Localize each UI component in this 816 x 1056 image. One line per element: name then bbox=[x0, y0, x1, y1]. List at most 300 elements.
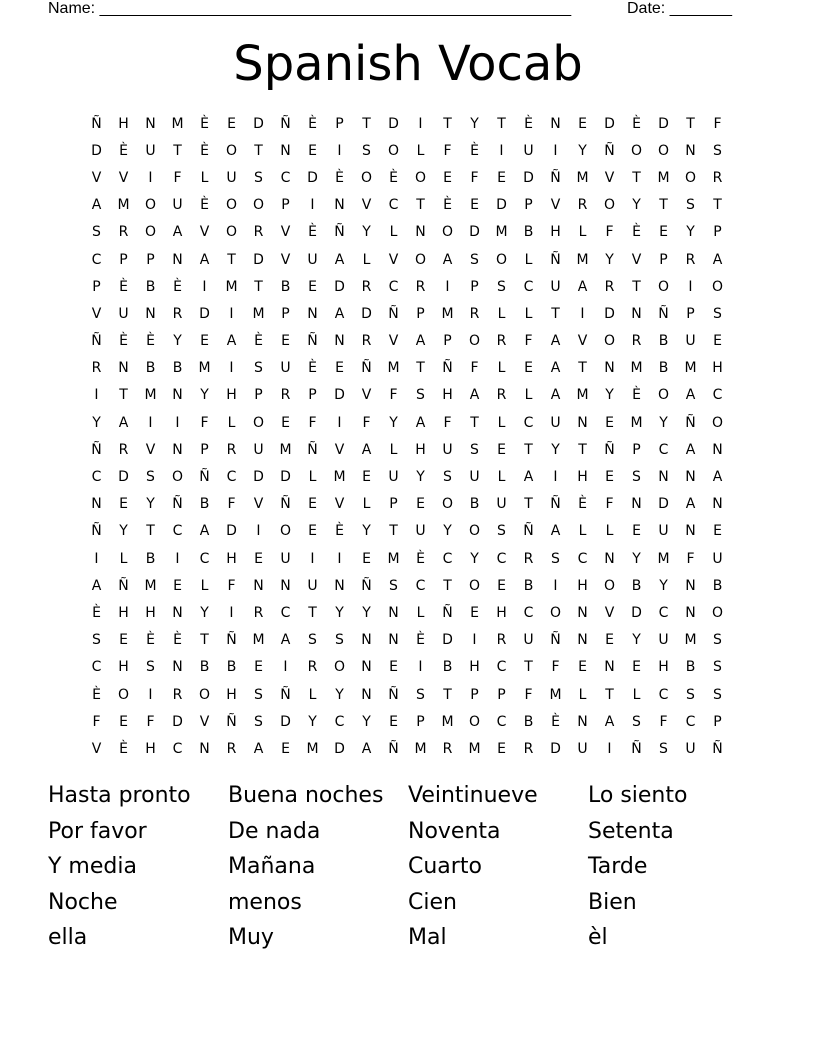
grid-letter: I bbox=[256, 523, 261, 540]
grid-letter: H bbox=[118, 659, 129, 676]
grid-letter: Ñ bbox=[307, 333, 318, 350]
grid-letter: H bbox=[118, 115, 129, 132]
grid-letter: F bbox=[227, 496, 236, 513]
grid-letter: R bbox=[496, 333, 507, 350]
grid-letter: S bbox=[713, 659, 722, 676]
grid-letter: Y bbox=[632, 632, 641, 649]
grid-letter: O bbox=[333, 659, 346, 676]
grid-letter: F bbox=[308, 414, 317, 431]
grid-letter: U bbox=[307, 577, 318, 594]
grid-letter: A bbox=[685, 387, 696, 404]
grid-row bbox=[83, 545, 733, 572]
grid-letter: O bbox=[657, 142, 670, 159]
grid-letter: A bbox=[361, 441, 372, 458]
grid-letter: F bbox=[605, 224, 614, 241]
grid-letter: B bbox=[145, 278, 156, 295]
grid-letter: A bbox=[550, 333, 561, 350]
grid-letter: Ñ bbox=[442, 360, 453, 377]
grid-letter: O bbox=[252, 414, 265, 431]
grid-letter: T bbox=[146, 523, 155, 540]
grid-letter: E bbox=[470, 604, 479, 621]
grid-letter: N bbox=[280, 577, 291, 594]
grid-letter: O bbox=[252, 197, 265, 214]
grid-letter: O bbox=[468, 333, 481, 350]
grid-letter: Ñ bbox=[91, 441, 102, 458]
grid-letter: C bbox=[172, 523, 183, 540]
grid-letter: È bbox=[146, 632, 155, 649]
grid-letter: M bbox=[306, 740, 319, 757]
grid-letter: H bbox=[145, 604, 156, 621]
grid-letter: S bbox=[686, 197, 695, 214]
word-bank-item: Muy bbox=[228, 925, 274, 950]
grid-letter: N bbox=[253, 577, 264, 594]
grid-letter: L bbox=[389, 224, 398, 241]
grid-letter: O bbox=[414, 169, 427, 186]
grid-letter: H bbox=[442, 387, 453, 404]
grid-letter: M bbox=[684, 632, 697, 649]
grid-letter: H bbox=[118, 604, 129, 621]
grid-letter: F bbox=[686, 550, 695, 567]
grid-letter: B bbox=[523, 224, 534, 241]
grid-letter: V bbox=[91, 740, 102, 757]
grid-letter: S bbox=[389, 577, 398, 594]
grid-letter: N bbox=[172, 441, 183, 458]
grid-letter: T bbox=[632, 169, 641, 186]
grid-letter: È bbox=[470, 142, 479, 159]
grid-letter: Y bbox=[362, 224, 371, 241]
grid-letter: D bbox=[442, 632, 453, 649]
header-line bbox=[48, 0, 748, 20]
grid-letter: N bbox=[685, 577, 696, 594]
grid-letter: T bbox=[524, 441, 533, 458]
grid-letter: S bbox=[146, 659, 155, 676]
grid-letter: E bbox=[578, 115, 587, 132]
grid-letter: O bbox=[468, 523, 481, 540]
word-bank-item: Setenta bbox=[588, 818, 674, 844]
grid-letter: S bbox=[497, 278, 506, 295]
grid-letter: L bbox=[497, 360, 506, 377]
grid-letter: N bbox=[280, 142, 291, 159]
grid-letter: I bbox=[148, 414, 153, 431]
grid-letter: T bbox=[632, 278, 641, 295]
grid-letter: E bbox=[497, 169, 506, 186]
grid-letter: E bbox=[281, 333, 290, 350]
grid-letter: Ñ bbox=[523, 523, 534, 540]
grid-letter: A bbox=[361, 740, 372, 757]
grid-letter: Y bbox=[470, 550, 479, 567]
grid-letter: S bbox=[686, 686, 695, 703]
grid-letter: T bbox=[470, 414, 479, 431]
grid-letter: E bbox=[497, 740, 506, 757]
grid-row bbox=[83, 219, 733, 246]
grid-letter: O bbox=[225, 142, 238, 159]
grid-letter: L bbox=[497, 469, 506, 486]
grid-letter: È bbox=[443, 197, 452, 214]
grid-letter: B bbox=[226, 659, 237, 676]
grid-letter: V bbox=[631, 251, 642, 268]
grid-letter: T bbox=[443, 686, 452, 703]
grid-row bbox=[83, 599, 733, 626]
grid-letter: I bbox=[418, 115, 423, 132]
grid-letter: È bbox=[119, 333, 128, 350]
grid-letter: O bbox=[441, 496, 454, 513]
grid-letter: O bbox=[414, 251, 427, 268]
grid-letter: L bbox=[632, 686, 641, 703]
grid-letter: V bbox=[361, 197, 372, 214]
grid-letter: U bbox=[469, 469, 480, 486]
grid-letter: C bbox=[685, 713, 696, 730]
grid-letter: T bbox=[416, 197, 425, 214]
grid-letter: T bbox=[578, 360, 587, 377]
grid-letter: Ñ bbox=[307, 441, 318, 458]
grid-letter: T bbox=[254, 278, 263, 295]
grid-letter: O bbox=[711, 278, 724, 295]
grid-letter: C bbox=[523, 278, 534, 295]
grid-letter: E bbox=[389, 713, 398, 730]
grid-letter: D bbox=[496, 197, 507, 214]
grid-row bbox=[83, 518, 733, 545]
grid-letter: P bbox=[416, 713, 425, 730]
grid-letter: T bbox=[524, 496, 533, 513]
grid-letter: E bbox=[605, 632, 614, 649]
grid-letter: Ñ bbox=[172, 496, 183, 513]
grid-letter: M bbox=[495, 224, 508, 241]
grid-letter: M bbox=[576, 251, 589, 268]
grid-letter: Ñ bbox=[280, 496, 291, 513]
grid-letter: A bbox=[577, 278, 588, 295]
grid-letter: E bbox=[308, 523, 317, 540]
grid-letter: O bbox=[171, 469, 184, 486]
grid-letter: E bbox=[443, 169, 452, 186]
grid-letter: V bbox=[550, 197, 561, 214]
grid-letter: Y bbox=[659, 577, 668, 594]
grid-letter: R bbox=[442, 740, 453, 757]
grid-letter: S bbox=[632, 713, 641, 730]
grid-letter: Y bbox=[470, 115, 479, 132]
grid-letter: R bbox=[712, 169, 723, 186]
grid-letter: È bbox=[200, 142, 209, 159]
grid-letter: A bbox=[685, 496, 696, 513]
grid-letter: È bbox=[200, 197, 209, 214]
grid-letter: U bbox=[685, 740, 696, 757]
grid-letter: R bbox=[91, 360, 102, 377]
grid-letter: T bbox=[659, 197, 668, 214]
grid-letter: F bbox=[146, 713, 155, 730]
grid-letter: S bbox=[443, 469, 452, 486]
grid-letter: N bbox=[604, 550, 615, 567]
grid-letter: U bbox=[658, 632, 669, 649]
grid-letter: V bbox=[334, 441, 345, 458]
grid-letter: S bbox=[254, 713, 263, 730]
grid-letter: T bbox=[605, 686, 614, 703]
grid-letter: V bbox=[91, 169, 102, 186]
grid-row bbox=[83, 192, 733, 219]
grid-letter: F bbox=[92, 713, 101, 730]
grid-letter: B bbox=[658, 333, 669, 350]
grid-letter: B bbox=[523, 577, 534, 594]
grid-letter: Y bbox=[416, 469, 425, 486]
grid-letter: N bbox=[199, 740, 210, 757]
grid-letter: P bbox=[119, 251, 128, 268]
grid-letter: U bbox=[118, 305, 129, 322]
grid-letter: B bbox=[712, 577, 723, 594]
grid-letter: Ñ bbox=[118, 577, 129, 594]
grid-letter: D bbox=[469, 224, 480, 241]
grid-letter: È bbox=[551, 713, 560, 730]
grid-letter: M bbox=[549, 686, 562, 703]
grid-letter: D bbox=[604, 115, 615, 132]
grid-letter: D bbox=[334, 387, 345, 404]
grid-letter: M bbox=[198, 360, 211, 377]
grid-letter: O bbox=[495, 251, 508, 268]
grid-letter: E bbox=[713, 333, 722, 350]
word-bank-item: Cien bbox=[408, 889, 457, 915]
grid-letter: E bbox=[308, 496, 317, 513]
grid-letter: Ñ bbox=[550, 251, 561, 268]
grid-letter: E bbox=[497, 441, 506, 458]
grid-letter: Y bbox=[200, 604, 209, 621]
grid-letter: L bbox=[578, 224, 587, 241]
grid-letter: D bbox=[361, 305, 372, 322]
grid-letter: S bbox=[362, 142, 371, 159]
grid-letter: N bbox=[712, 496, 723, 513]
grid-row bbox=[83, 572, 733, 599]
grid-letter: È bbox=[119, 740, 128, 757]
grid-letter: U bbox=[145, 142, 156, 159]
grid-letter: A bbox=[469, 387, 480, 404]
grid-letter: P bbox=[470, 686, 479, 703]
page-title: Spanish Vocab bbox=[233, 36, 583, 92]
grid-letter: E bbox=[605, 469, 614, 486]
grid-letter: N bbox=[334, 197, 345, 214]
grid-letter: C bbox=[577, 550, 588, 567]
grid-letter: E bbox=[254, 659, 263, 676]
grid-letter: R bbox=[253, 604, 264, 621]
grid-letter: N bbox=[388, 632, 399, 649]
grid-letter: P bbox=[200, 441, 209, 458]
grid-letter: S bbox=[416, 387, 425, 404]
grid-letter: N bbox=[685, 142, 696, 159]
grid-row bbox=[83, 735, 733, 762]
grid-letter: M bbox=[684, 360, 697, 377]
grid-letter: M bbox=[576, 387, 589, 404]
grid-letter: A bbox=[118, 414, 129, 431]
grid-letter: I bbox=[445, 278, 450, 295]
grid-letter: E bbox=[254, 550, 263, 567]
grid-letter: D bbox=[280, 713, 291, 730]
grid-letter: Y bbox=[605, 387, 614, 404]
grid-letter: M bbox=[414, 740, 427, 757]
grid-letter: È bbox=[308, 224, 317, 241]
grid-letter: È bbox=[119, 278, 128, 295]
grid-letter: V bbox=[91, 305, 102, 322]
grid-letter: F bbox=[443, 414, 452, 431]
grid-letter: O bbox=[468, 713, 481, 730]
grid-letter: E bbox=[173, 577, 182, 594]
grid-letter: S bbox=[416, 686, 425, 703]
grid-letter: È bbox=[173, 278, 182, 295]
grid-letter: T bbox=[227, 251, 236, 268]
grid-letter: F bbox=[173, 169, 182, 186]
grid-letter: S bbox=[254, 686, 263, 703]
grid-letter: R bbox=[685, 251, 696, 268]
grid-letter: M bbox=[252, 305, 265, 322]
grid-letter: P bbox=[713, 713, 722, 730]
grid-letter: D bbox=[118, 469, 129, 486]
grid-letter: V bbox=[334, 496, 345, 513]
grid-letter: D bbox=[253, 251, 264, 268]
grid-letter: N bbox=[685, 469, 696, 486]
grid-letter: E bbox=[119, 713, 128, 730]
grid-letter: Y bbox=[578, 142, 587, 159]
grid-letter: È bbox=[389, 169, 398, 186]
word-bank-item: Mal bbox=[408, 925, 447, 950]
grid-letter: Y bbox=[362, 713, 371, 730]
grid-letter: N bbox=[118, 360, 129, 377]
grid-letter: O bbox=[144, 197, 157, 214]
grid-letter: S bbox=[497, 523, 506, 540]
grid-letter: O bbox=[144, 224, 157, 241]
grid-letter: F bbox=[713, 115, 722, 132]
grid-letter: O bbox=[657, 278, 670, 295]
grid-letter: A bbox=[712, 469, 723, 486]
grid-letter: S bbox=[659, 740, 668, 757]
grid-letter: B bbox=[685, 659, 696, 676]
grid-letter: M bbox=[117, 197, 130, 214]
grid-letter: D bbox=[172, 713, 183, 730]
grid-letter: N bbox=[577, 713, 588, 730]
grid-letter: M bbox=[630, 414, 643, 431]
grid-letter: T bbox=[119, 387, 128, 404]
grid-letter: I bbox=[148, 686, 153, 703]
grid-letter: È bbox=[146, 333, 155, 350]
grid-letter: Ñ bbox=[388, 740, 399, 757]
grid-letter: P bbox=[389, 496, 398, 513]
grid-letter: C bbox=[523, 414, 534, 431]
grid-letter: E bbox=[227, 115, 236, 132]
grid-letter: R bbox=[577, 197, 588, 214]
grid-letter: L bbox=[524, 387, 533, 404]
grid-letter: M bbox=[171, 115, 184, 132]
grid-row bbox=[83, 164, 733, 191]
grid-letter: F bbox=[200, 414, 209, 431]
grid-letter: U bbox=[523, 632, 534, 649]
grid-letter: M bbox=[252, 632, 265, 649]
grid-letter: O bbox=[657, 387, 670, 404]
grid-letter: M bbox=[225, 278, 238, 295]
grid-letter: T bbox=[416, 360, 425, 377]
grid-letter: N bbox=[631, 305, 642, 322]
grid-letter: I bbox=[148, 169, 153, 186]
grid-letter: C bbox=[658, 604, 669, 621]
grid-letter: Y bbox=[362, 604, 371, 621]
grid-letter: D bbox=[658, 115, 669, 132]
grid-letter: D bbox=[307, 169, 318, 186]
grid-letter: E bbox=[335, 360, 344, 377]
grid-letter: U bbox=[577, 740, 588, 757]
grid-letter: O bbox=[711, 604, 724, 621]
grid-letter: E bbox=[659, 224, 668, 241]
grid-letter: Y bbox=[632, 197, 641, 214]
grid-letter: P bbox=[416, 305, 425, 322]
grid-letter: F bbox=[470, 169, 479, 186]
grid-letter: A bbox=[199, 251, 210, 268]
grid-letter: N bbox=[145, 305, 156, 322]
grid-letter: F bbox=[443, 142, 452, 159]
grid-letter: Ñ bbox=[226, 632, 237, 649]
grid-letter: V bbox=[388, 251, 399, 268]
grid-letter: M bbox=[144, 387, 157, 404]
grid-letter: Y bbox=[389, 414, 398, 431]
grid-letter: I bbox=[94, 387, 99, 404]
grid-letter: E bbox=[578, 659, 587, 676]
grid-letter: D bbox=[226, 523, 237, 540]
grid-letter: U bbox=[550, 414, 561, 431]
grid-letter: S bbox=[254, 360, 263, 377]
grid-letter: L bbox=[227, 414, 236, 431]
grid-letter: C bbox=[388, 197, 399, 214]
grid-letter: L bbox=[578, 686, 587, 703]
grid-letter: I bbox=[310, 550, 315, 567]
grid-letter: F bbox=[389, 387, 398, 404]
word-bank bbox=[48, 780, 768, 958]
grid-letter: O bbox=[198, 686, 211, 703]
grid-letter: N bbox=[604, 659, 615, 676]
grid-letter: H bbox=[415, 441, 426, 458]
grid-letter: F bbox=[659, 713, 668, 730]
grid-letter: R bbox=[469, 305, 480, 322]
grid-letter: N bbox=[172, 604, 183, 621]
grid-letter: V bbox=[280, 224, 291, 241]
grid-letter: A bbox=[172, 224, 183, 241]
grid-letter: R bbox=[523, 550, 534, 567]
grid-letter: È bbox=[200, 115, 209, 132]
grid-letter: M bbox=[630, 360, 643, 377]
grid-letter: D bbox=[253, 115, 264, 132]
grid-letter: I bbox=[310, 197, 315, 214]
grid-letter: E bbox=[416, 496, 425, 513]
grid-letter: N bbox=[415, 224, 426, 241]
grid-letter: B bbox=[469, 496, 480, 513]
grid-letter: O bbox=[441, 224, 454, 241]
grid-letter: B bbox=[199, 496, 210, 513]
grid-letter: V bbox=[199, 224, 210, 241]
grid-letter: D bbox=[91, 142, 102, 159]
grid-letter: S bbox=[713, 142, 722, 159]
grid-letter: E bbox=[308, 142, 317, 159]
grid-letter: T bbox=[551, 305, 560, 322]
grid-letter: C bbox=[226, 469, 237, 486]
grid-letter: M bbox=[657, 169, 670, 186]
grid-letter: F bbox=[362, 414, 371, 431]
grid-row bbox=[83, 110, 733, 137]
grid-letter: Y bbox=[335, 686, 344, 703]
grid-letter: C bbox=[280, 169, 291, 186]
grid-row bbox=[83, 409, 733, 436]
grid-letter: F bbox=[551, 659, 560, 676]
word-bank-item: Por favor bbox=[48, 818, 147, 844]
grid-letter: R bbox=[118, 224, 129, 241]
grid-letter: T bbox=[713, 197, 722, 214]
grid-letter: D bbox=[550, 740, 561, 757]
grid-row bbox=[83, 382, 733, 409]
grid-letter: C bbox=[199, 550, 210, 567]
grid-letter: È bbox=[632, 387, 641, 404]
grid-letter: N bbox=[658, 469, 669, 486]
grid-letter: Ñ bbox=[388, 686, 399, 703]
grid-letter: T bbox=[578, 441, 587, 458]
grid-letter: E bbox=[632, 523, 641, 540]
